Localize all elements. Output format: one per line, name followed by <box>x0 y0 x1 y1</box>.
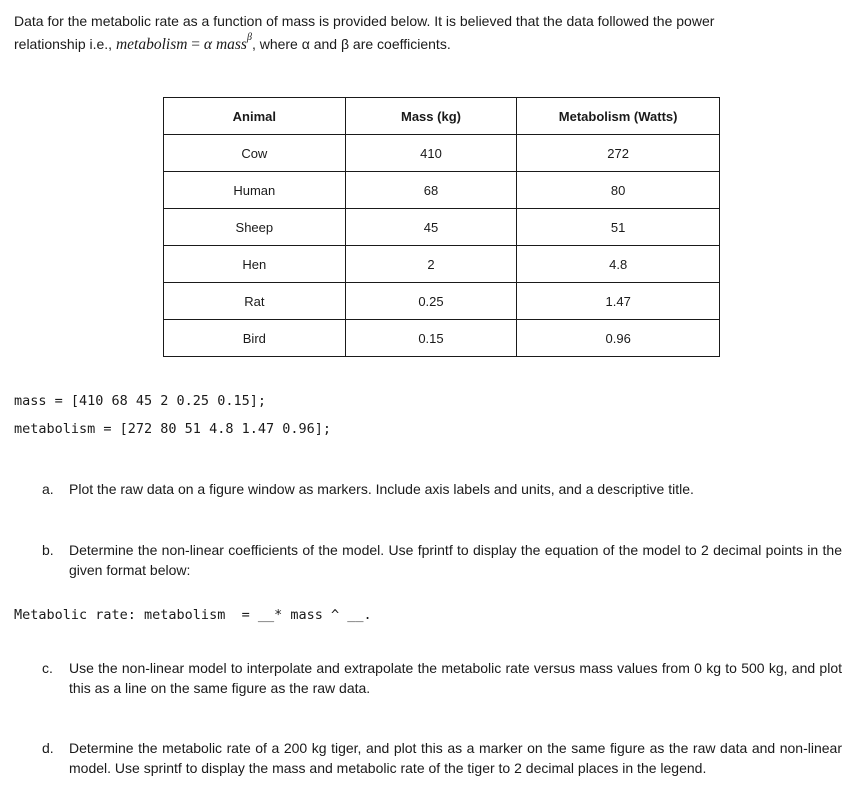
intro-line-2 <box>14 33 844 56</box>
cell-mass: 0.25 <box>345 283 517 320</box>
question-d <box>42 738 842 778</box>
cell-mass: 45 <box>345 209 517 246</box>
question-marker: c. <box>42 660 53 676</box>
question-a <box>42 479 842 499</box>
question-b <box>42 540 842 580</box>
intro-line-1: Data for the metabolic rate as a function of mass is provided below. It is believed that the data followed the power <box>14 13 715 29</box>
question-c <box>42 658 842 698</box>
cell-mass: 68 <box>345 172 517 209</box>
equation-beta-exponent: β <box>246 31 252 43</box>
cell-mass: 0.15 <box>345 320 517 357</box>
table-row <box>164 209 720 246</box>
cell-mass: 2 <box>345 246 517 283</box>
cell-metabolism: 80 <box>517 172 720 209</box>
intro-line-2-prefix: relationship i.e., <box>14 36 116 52</box>
question-text: Plot the raw data on a figure window as markers. Include axis labels and units, and a descriptive title. <box>69 481 694 497</box>
question-marker: b. <box>42 542 54 558</box>
cell-animal: Bird <box>164 320 346 357</box>
equation-alpha: α <box>203 36 213 53</box>
cell-animal: Cow <box>164 135 346 172</box>
table-row <box>164 283 720 320</box>
table-row <box>164 135 720 172</box>
cell-metabolism: 4.8 <box>517 246 720 283</box>
table-row <box>164 172 720 209</box>
cell-animal: Rat <box>164 283 346 320</box>
question-text: Determine the non-linear coefficients of the model. Use fprintf to display the equation of the model to 2 decimal points in the given format below: <box>69 542 842 578</box>
equation-lhs: metabolism <box>115 36 188 53</box>
header-mass: Mass (kg) <box>345 98 517 135</box>
header-animal: Animal <box>164 98 346 135</box>
equation-equals: = <box>187 36 204 53</box>
table-row <box>164 246 720 283</box>
cell-metabolism: 1.47 <box>517 283 720 320</box>
table-header-row <box>164 98 720 135</box>
table-row <box>164 320 720 357</box>
cell-mass: 410 <box>345 135 517 172</box>
question-marker: d. <box>42 740 54 756</box>
cell-animal: Sheep <box>164 209 346 246</box>
code-metabolism-line: metabolism = [272 80 51 4.8 1.47 0.96]; <box>14 421 331 437</box>
cell-metabolism: 51 <box>517 209 720 246</box>
equation-mass: mass <box>212 36 247 53</box>
header-metabolism: Metabolism (Watts) <box>517 98 720 135</box>
intro-line-2-suffix: , where α and β are coefficients. <box>251 36 451 52</box>
question-text: Use the non-linear model to interpolate and extrapolate the metabolic rate versus mass values from 0 kg to 500 kg, and plot this as a line on the same figure as the raw data. <box>69 660 842 696</box>
problem-intro <box>14 10 844 56</box>
question-text: Determine the metabolic rate of a 200 kg tiger, and plot this as a marker on the same figure as the raw data and non-linear model. Use sprintf to display the mass and metabolic rate of the tiger to 2 decimal places in the legend. <box>69 740 842 776</box>
question-marker: a. <box>42 481 54 497</box>
metabolism-data-table <box>163 97 720 357</box>
code-format-line: Metabolic rate: metabolism = __* mass ^ __. <box>14 607 372 623</box>
cell-metabolism: 0.96 <box>517 320 720 357</box>
code-mass-line: mass = [410 68 45 2 0.25 0.15]; <box>14 393 266 409</box>
cell-animal: Human <box>164 172 346 209</box>
cell-metabolism: 272 <box>517 135 720 172</box>
cell-animal: Hen <box>164 246 346 283</box>
